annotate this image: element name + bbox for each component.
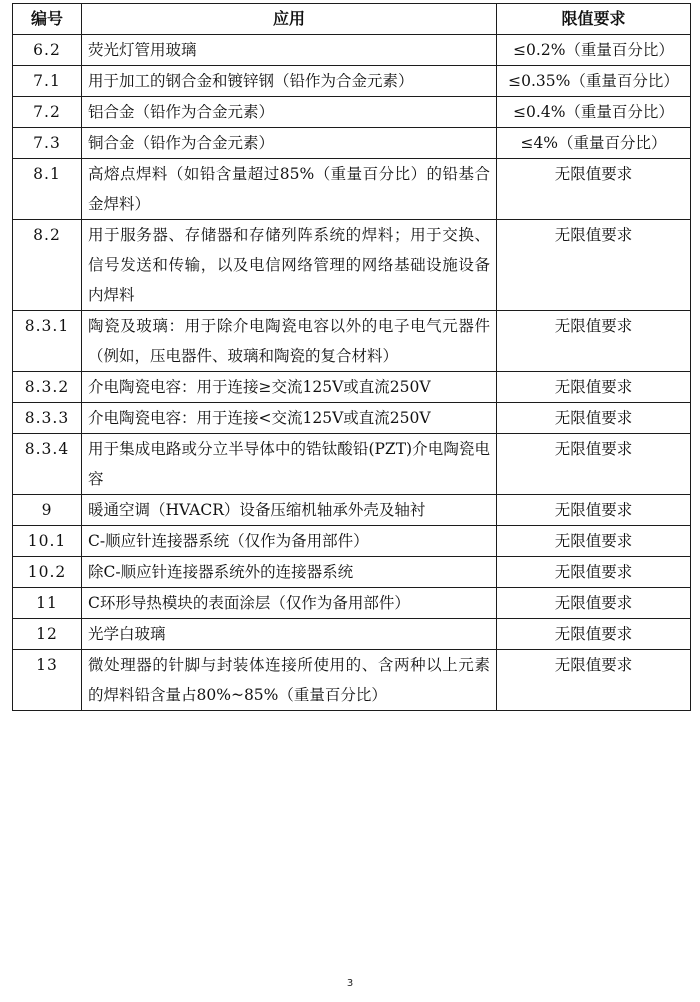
table-row: [13, 526, 691, 557]
row-code: 7.2: [13, 97, 82, 128]
table-row: [13, 97, 691, 128]
table-row: [13, 35, 691, 66]
row-limit: ≤0.4%（重量百分比）: [497, 97, 691, 128]
row-code: 6.2: [13, 35, 82, 66]
table-row: [13, 128, 691, 159]
table-row: [13, 557, 691, 588]
table-row: [13, 159, 691, 220]
table-row: [13, 66, 691, 97]
row-code: 7.1: [13, 66, 82, 97]
row-limit: 无限值要求: [497, 159, 691, 220]
row-limit: ≤0.35%（重量百分比）: [497, 66, 691, 97]
row-limit: 无限值要求: [497, 557, 691, 588]
row-application: 陶瓷及玻璃：用于除介电陶瓷电容以外的电子电气元器件（例如，压电器件、玻璃和陶瓷的复合材料）: [82, 311, 497, 372]
row-code: 8.1: [13, 159, 82, 220]
row-limit: 无限值要求: [497, 650, 691, 711]
row-application: C-顺应针连接器系统（仅作为备用部件）: [82, 526, 497, 557]
header-code: 编号: [13, 4, 82, 35]
page-number: 3: [346, 978, 354, 989]
row-application: 用于加工的钢合金和镀锌钢（铅作为合金元素）: [82, 66, 497, 97]
row-limit: ≤0.2%（重量百分比）: [497, 35, 691, 66]
row-code: 8.2: [13, 220, 82, 311]
row-limit: 无限值要求: [497, 434, 691, 495]
row-code: 8.3.3: [13, 403, 82, 434]
row-application: 介电陶瓷电容：用于连接≥交流125V或直流250V: [82, 372, 497, 403]
row-application: C环形导热模块的表面涂层（仅作为备用部件）: [82, 588, 497, 619]
row-limit: 无限值要求: [497, 526, 691, 557]
row-code: 7.3: [13, 128, 82, 159]
row-code: 8.3.1: [13, 311, 82, 372]
row-application: 高熔点焊料（如铅含量超过85%（重量百分比）的铅基合金焊料）: [82, 159, 497, 220]
table-row: [13, 650, 691, 711]
table-row: [13, 434, 691, 495]
row-code: 10.2: [13, 557, 82, 588]
row-limit: 无限值要求: [497, 220, 691, 311]
row-application: 暖通空调（HVACR）设备压缩机轴承外壳及轴衬: [82, 495, 497, 526]
table-row: [13, 619, 691, 650]
row-code: 8.3.2: [13, 372, 82, 403]
row-limit: 无限值要求: [497, 311, 691, 372]
table-row: [13, 311, 691, 372]
row-limit: 无限值要求: [497, 372, 691, 403]
row-code: 8.3.4: [13, 434, 82, 495]
row-limit: 无限值要求: [497, 403, 691, 434]
row-limit: ≤4%（重量百分比）: [497, 128, 691, 159]
row-application: 铝合金（铅作为合金元素）: [82, 97, 497, 128]
table-row: [13, 372, 691, 403]
row-application: 光学白玻璃: [82, 619, 497, 650]
row-code: 13: [13, 650, 82, 711]
row-application: 用于服务器、存储器和存储列阵系统的焊料；用于交换、信号发送和传输，以及电信网络管理的网络基础设施设备内焊料: [82, 220, 497, 311]
row-code: 10.1: [13, 526, 82, 557]
row-limit: 无限值要求: [497, 588, 691, 619]
row-application: 介电陶瓷电容：用于连接<交流125V或直流250V: [82, 403, 497, 434]
row-application: 铜合金（铅作为合金元素）: [82, 128, 497, 159]
table-header-row: [13, 4, 691, 35]
row-application: 用于集成电路或分立半导体中的锆钛酸铅(PZT)介电陶瓷电容: [82, 434, 497, 495]
row-limit: 无限值要求: [497, 495, 691, 526]
row-code: 11: [13, 588, 82, 619]
row-application: 除C-顺应针连接器系统外的连接器系统: [82, 557, 497, 588]
header-limit: 限值要求: [497, 4, 691, 35]
row-code: 9: [13, 495, 82, 526]
table-row: [13, 220, 691, 311]
row-limit: 无限值要求: [497, 619, 691, 650]
header-application: 应用: [82, 4, 497, 35]
table-row: [13, 403, 691, 434]
row-code: 12: [13, 619, 82, 650]
table-row: [13, 495, 691, 526]
row-application: 微处理器的针脚与封装体连接所使用的、含两种以上元素的焊料铅含量占80%~85%（重量百分比）: [82, 650, 497, 711]
exemption-table: [12, 3, 691, 711]
table-row: [13, 588, 691, 619]
row-application: 荧光灯管用玻璃: [82, 35, 497, 66]
